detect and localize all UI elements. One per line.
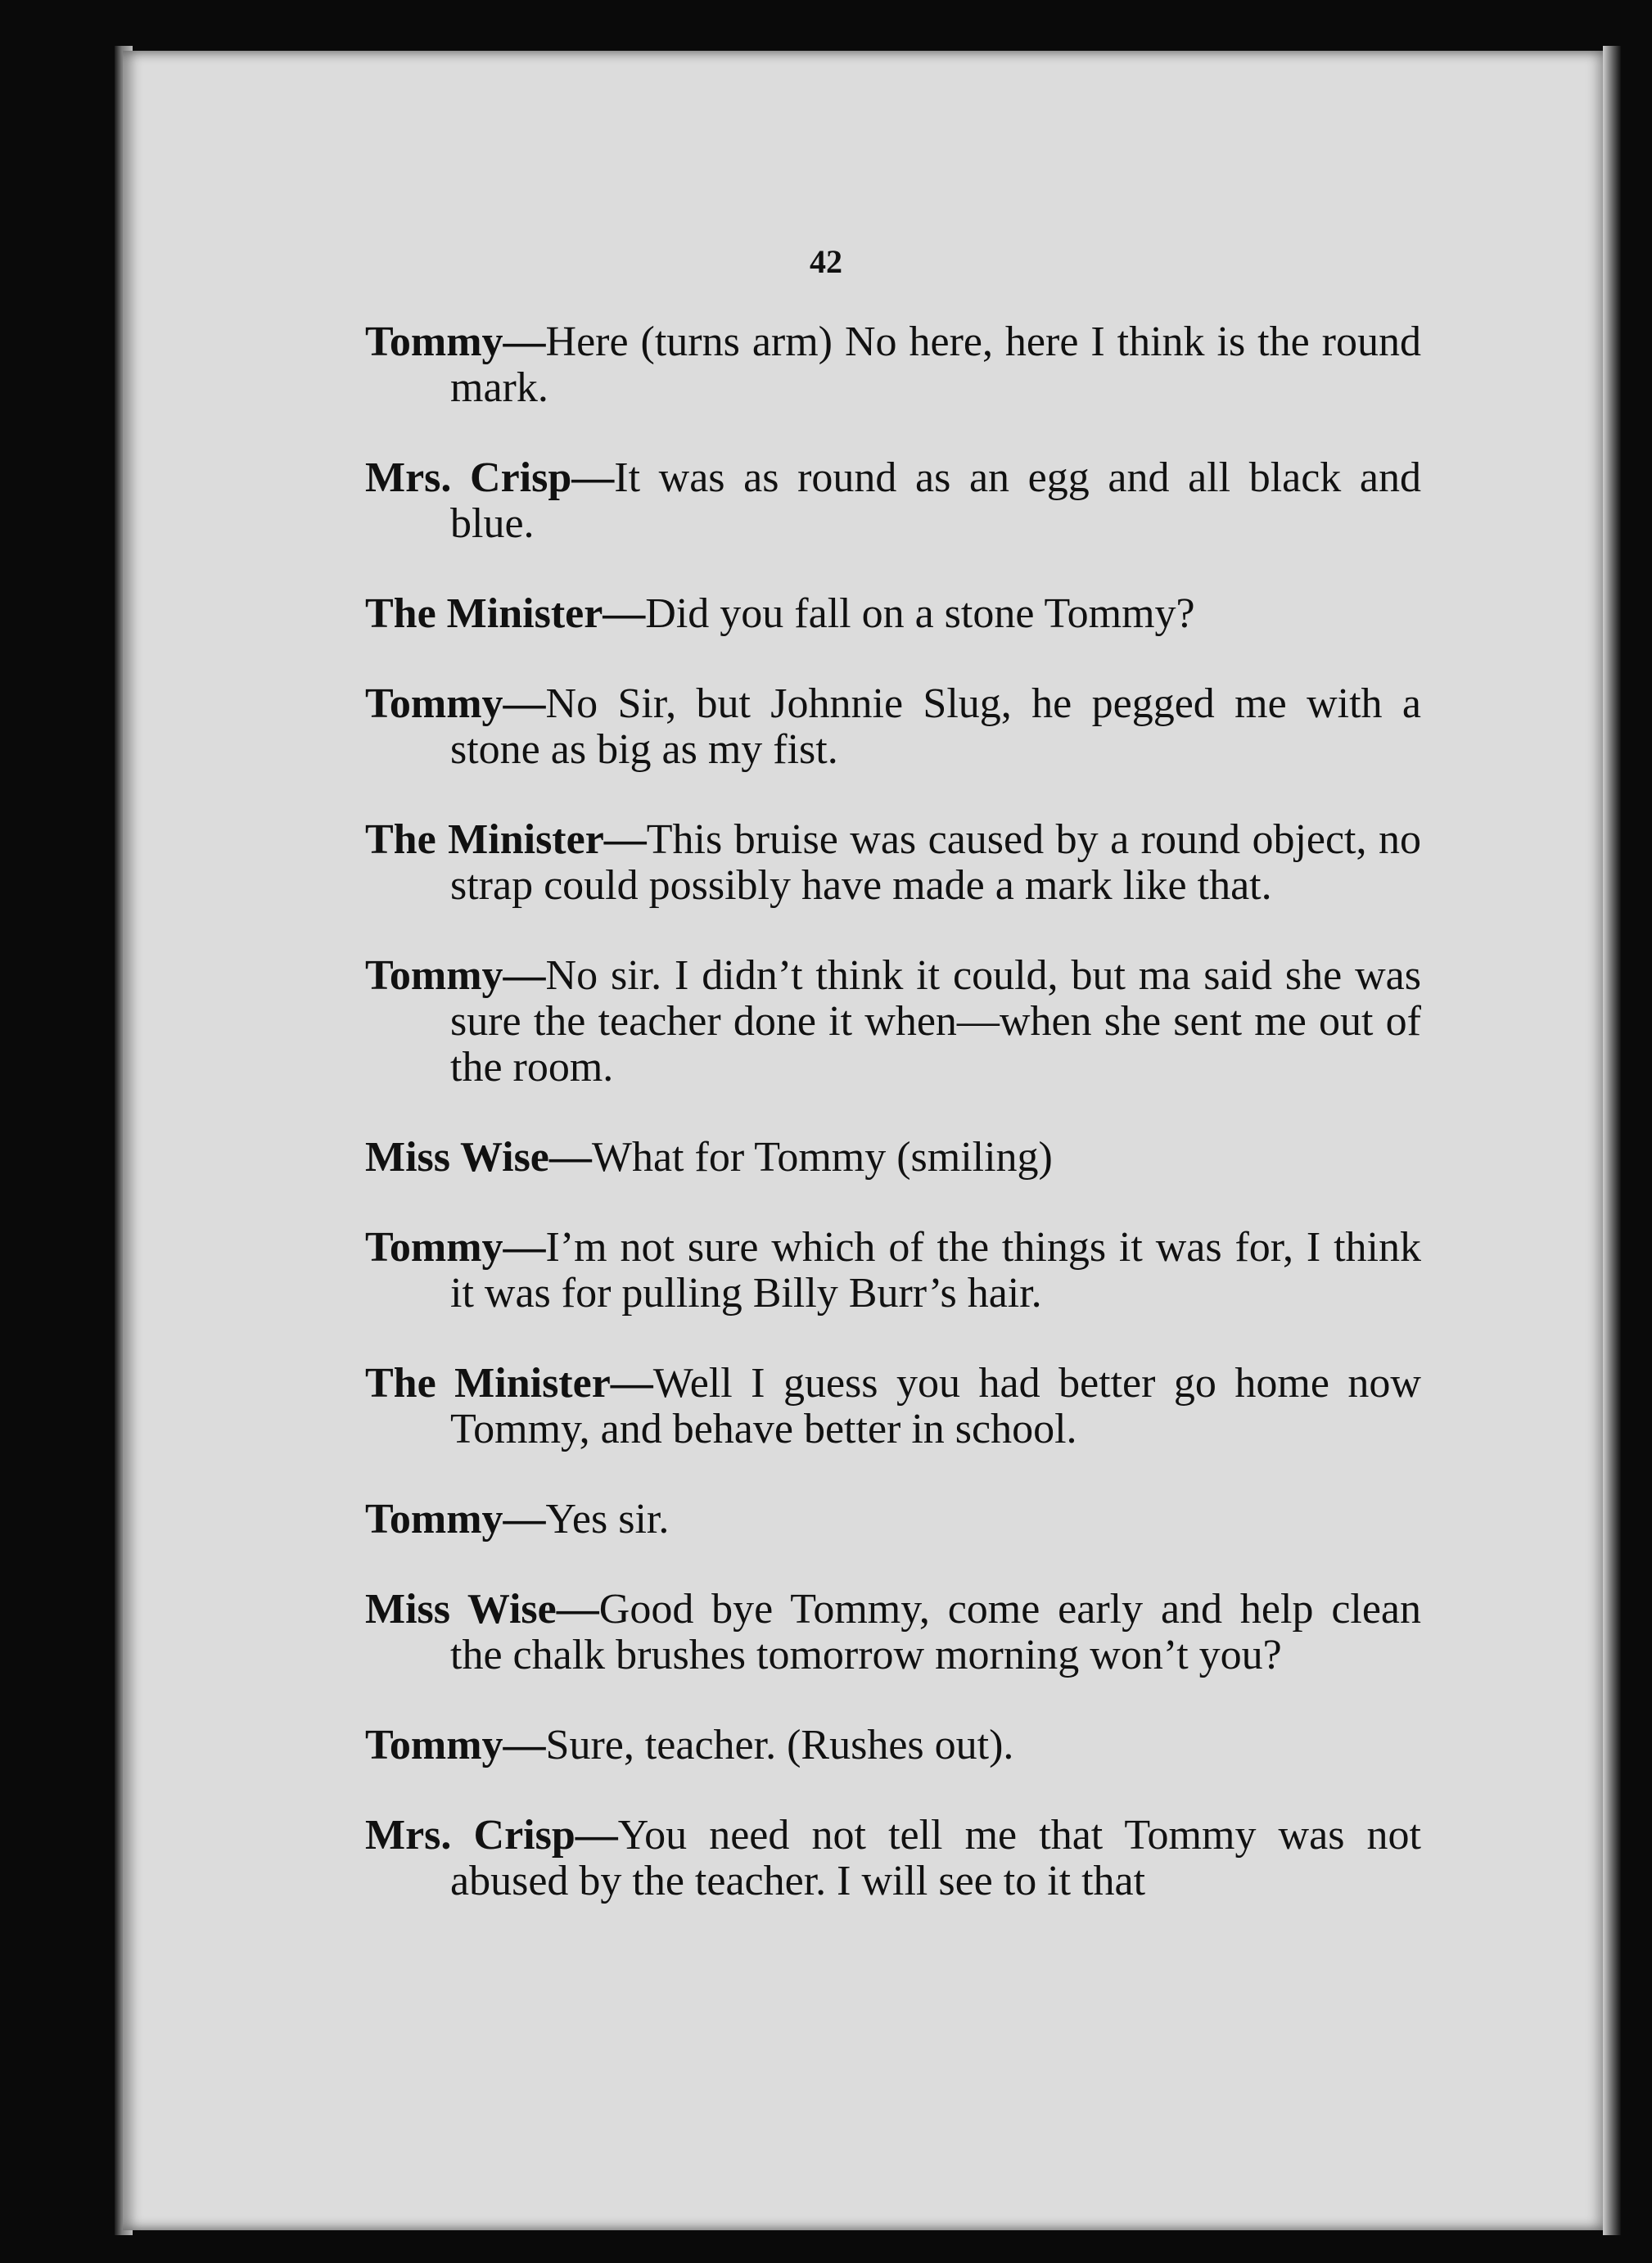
dialogue-entry <box>365 1587 1421 1678</box>
dialogue-entry <box>365 319 1421 411</box>
page-right-edge <box>1603 46 1621 2235</box>
speaker-dash: — <box>503 1224 546 1271</box>
dialogue-text <box>365 319 1421 1949</box>
speaker-dash: — <box>575 1812 618 1859</box>
speech-text: What for Tommy (smiling) <box>591 1134 1053 1181</box>
speech-text: I’m not sure which of the things it was for, I think it was for pulling Billy Burr’s hair. <box>450 1224 1421 1317</box>
speaker-dash: — <box>503 680 546 727</box>
speaker-dash: — <box>503 1722 546 1768</box>
speaker-dash: — <box>603 590 646 637</box>
speaker-dash: — <box>610 1360 653 1407</box>
speech-text: Did you fall on a stone Tommy? <box>645 590 1195 637</box>
speaker-dash: — <box>571 454 615 501</box>
dialogue-entry <box>365 953 1421 1091</box>
speaker-name: Mrs. Crisp <box>365 1812 575 1859</box>
speech-text: No sir. I didn’t think it could, but ma said she was sure the teacher done it when—when she sent me out of the room. <box>450 952 1421 1091</box>
dialogue-entry <box>365 1361 1421 1452</box>
speech-text: Good bye Tommy, come early and help clean the chalk brushes tomorrow morning won’t you? <box>450 1586 1422 1678</box>
dialogue-entry <box>365 1135 1421 1181</box>
speech-text: This bruise was caused by a round object, no strap could possibly have made a mark like that. <box>450 816 1421 909</box>
dialogue-entry <box>365 1225 1421 1317</box>
speaker-dash: — <box>503 1496 546 1543</box>
dialogue-entry <box>365 681 1421 773</box>
speech-text: Sure, teacher. (Rushes out). <box>545 1722 1014 1768</box>
speaker-name: Tommy <box>365 952 503 999</box>
dialogue-entry <box>365 1723 1421 1768</box>
dialogue-entry <box>365 591 1421 637</box>
speaker-dash: — <box>603 816 647 863</box>
speaker-dash: — <box>503 952 546 999</box>
speaker-dash: — <box>548 1134 592 1181</box>
speech-text: Here (turns arm) No here, here I think is the round mark. <box>450 318 1421 411</box>
speaker-name: Tommy <box>365 1496 503 1543</box>
speaker-name: Tommy <box>365 680 503 727</box>
speech-text: You need not tell me that Tommy was not abused by the teacher. I will see to it that <box>450 1812 1421 1904</box>
speaker-name: Tommy <box>365 318 503 365</box>
dialogue-entry <box>365 1497 1421 1543</box>
speech-text: It was as round as an egg and all black and blue. <box>450 454 1421 547</box>
speaker-name: Mrs. Crisp <box>365 454 572 501</box>
speaker-name: Miss Wise <box>365 1134 549 1181</box>
speaker-dash: — <box>503 318 546 365</box>
speaker-name: The Minister <box>365 590 603 637</box>
dialogue-entry <box>365 455 1421 547</box>
speaker-dash: — <box>556 1586 599 1633</box>
speech-text: Well I guess you had better go home now Tommy, and behave better in school. <box>450 1360 1421 1452</box>
speaker-name: Tommy <box>365 1722 503 1768</box>
speaker-name: The Minister <box>365 1360 611 1407</box>
speaker-name: Miss Wise <box>365 1586 557 1633</box>
speaker-name: The Minister <box>365 816 604 863</box>
speech-text: No Sir, but Johnnie Slug, he pegged me with a stone as big as my fist. <box>450 680 1421 773</box>
speaker-name: Tommy <box>365 1224 503 1271</box>
speech-text: Yes sir. <box>545 1496 670 1543</box>
dialogue-entry <box>365 817 1421 909</box>
dialogue-entry <box>365 1813 1421 1904</box>
page-number: 42 <box>810 243 842 280</box>
